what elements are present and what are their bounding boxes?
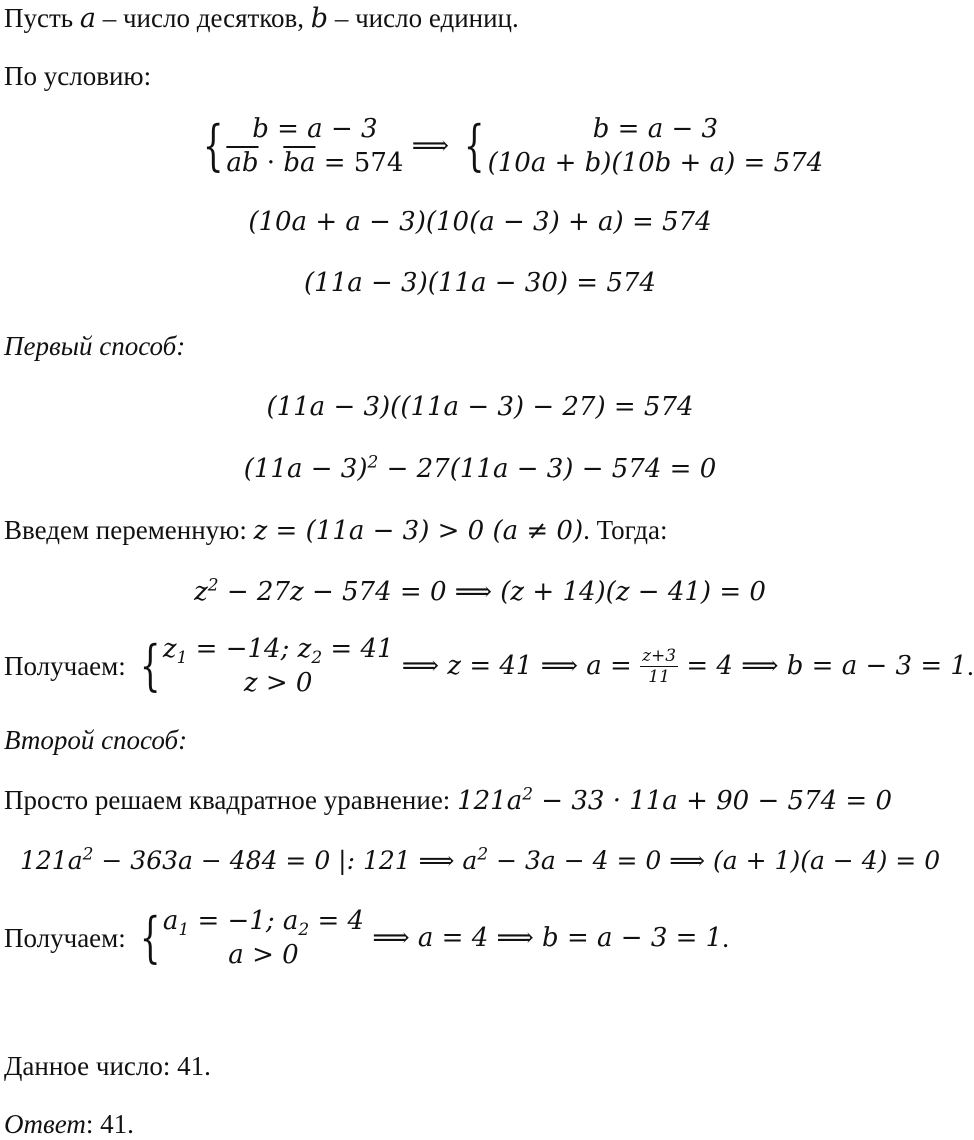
equation-1: (10a + a − 3)(10(a − 3) + a) = 574 [248,207,712,237]
system-1 [196,112,823,180]
left-system [196,112,403,180]
right-system-row-2: (10a + b)(10b + a) = 574 [487,148,824,178]
intro-line [4,2,519,35]
answer-line [4,1108,134,1140]
method-1-result: Получаем: { $z_1 = -14$; $z_2 = 41$ z > 0 ⟹ z = 41 ⟹ a = $\frac{z+3}{11}$ = 4 ⟹ b = a − 3 = 1. [4,634,974,698]
right-system [457,112,823,180]
intro-text-mid: – число десятков, [95,3,311,33]
method-2-label: Второй способ: [4,725,188,755]
result-label: Получаем: [4,651,133,681]
right-brace: { [464,114,485,177]
var-b: b [310,3,329,34]
condition-label: По условию: [4,61,152,91]
method-2-result: Получаем: { $a_1 = -1$; $a_2 = 4$ a > 0 ⟹ a = 4 ⟹ b = a − 3 = 1. [4,906,729,970]
intro-text: Пусть [4,3,80,33]
answer-label: Ответ [4,1109,86,1139]
given-number: Данное число: 41. [4,1051,211,1081]
method-2-equation: $121a^2 - 363a - 484 = 0$ |: 121 ⟹ $a^2 - 3a - 4 = 0$ ⟹ (a + 1)(a − 4) = 0 [20,844,941,875]
left-system-row-2: $\overline{ab} \cdot \overline{ba} = 574$ [226,148,404,178]
right-system-row-1: b = a − 3 [592,114,719,144]
left-system-row-1: b = a − 3 [252,114,378,144]
intro-text-post: – число единиц. [328,3,519,33]
answer-value: : 41. [85,1109,134,1139]
number-ab: $\overline{ab}$ [226,148,259,178]
implies-arrow: ⟹ [411,131,449,161]
equation-2: (11a − 3)(11a − 30) = 574 [304,268,656,298]
method-1-equation-2: $(11a - 3)^2 - 27(11a - 3) - 574 = 0$ [243,452,717,484]
method-1-label: Первый способ: [4,331,186,361]
var-a: a [79,3,96,34]
method-2-text: Просто решаем квадратное уравнение: $121a^2 - 33 \cdot 11a + 90 - 574 = 0$ [4,784,893,816]
z-system: { $z_1 = -14$; $z_2 = 41$ z > 0 [139,634,394,698]
a-system: { $a_1 = -1$; $a_2 = 4$ a > 0 [139,906,365,970]
left-brace: { [202,114,224,177]
fraction: $\frac{z+3}{11}$ [642,645,677,687]
substitution-line: Введем переменную: z = (11a − 3) > 0 (a ≠ 0). Тогда: [4,515,668,546]
method-1-equation-1: (11a − 3)((11a − 3) − 27) = 574 [266,392,694,422]
number-ba: $\overline{ba}$ [283,148,316,178]
quadratic-z: $z^2 - 27z - 574 = 0$ ⟹ (z + 14)(z − 41) = 0 [194,575,766,607]
substitution-math: z = (11a − 3) > 0 (a ≠ 0) [253,516,584,546]
